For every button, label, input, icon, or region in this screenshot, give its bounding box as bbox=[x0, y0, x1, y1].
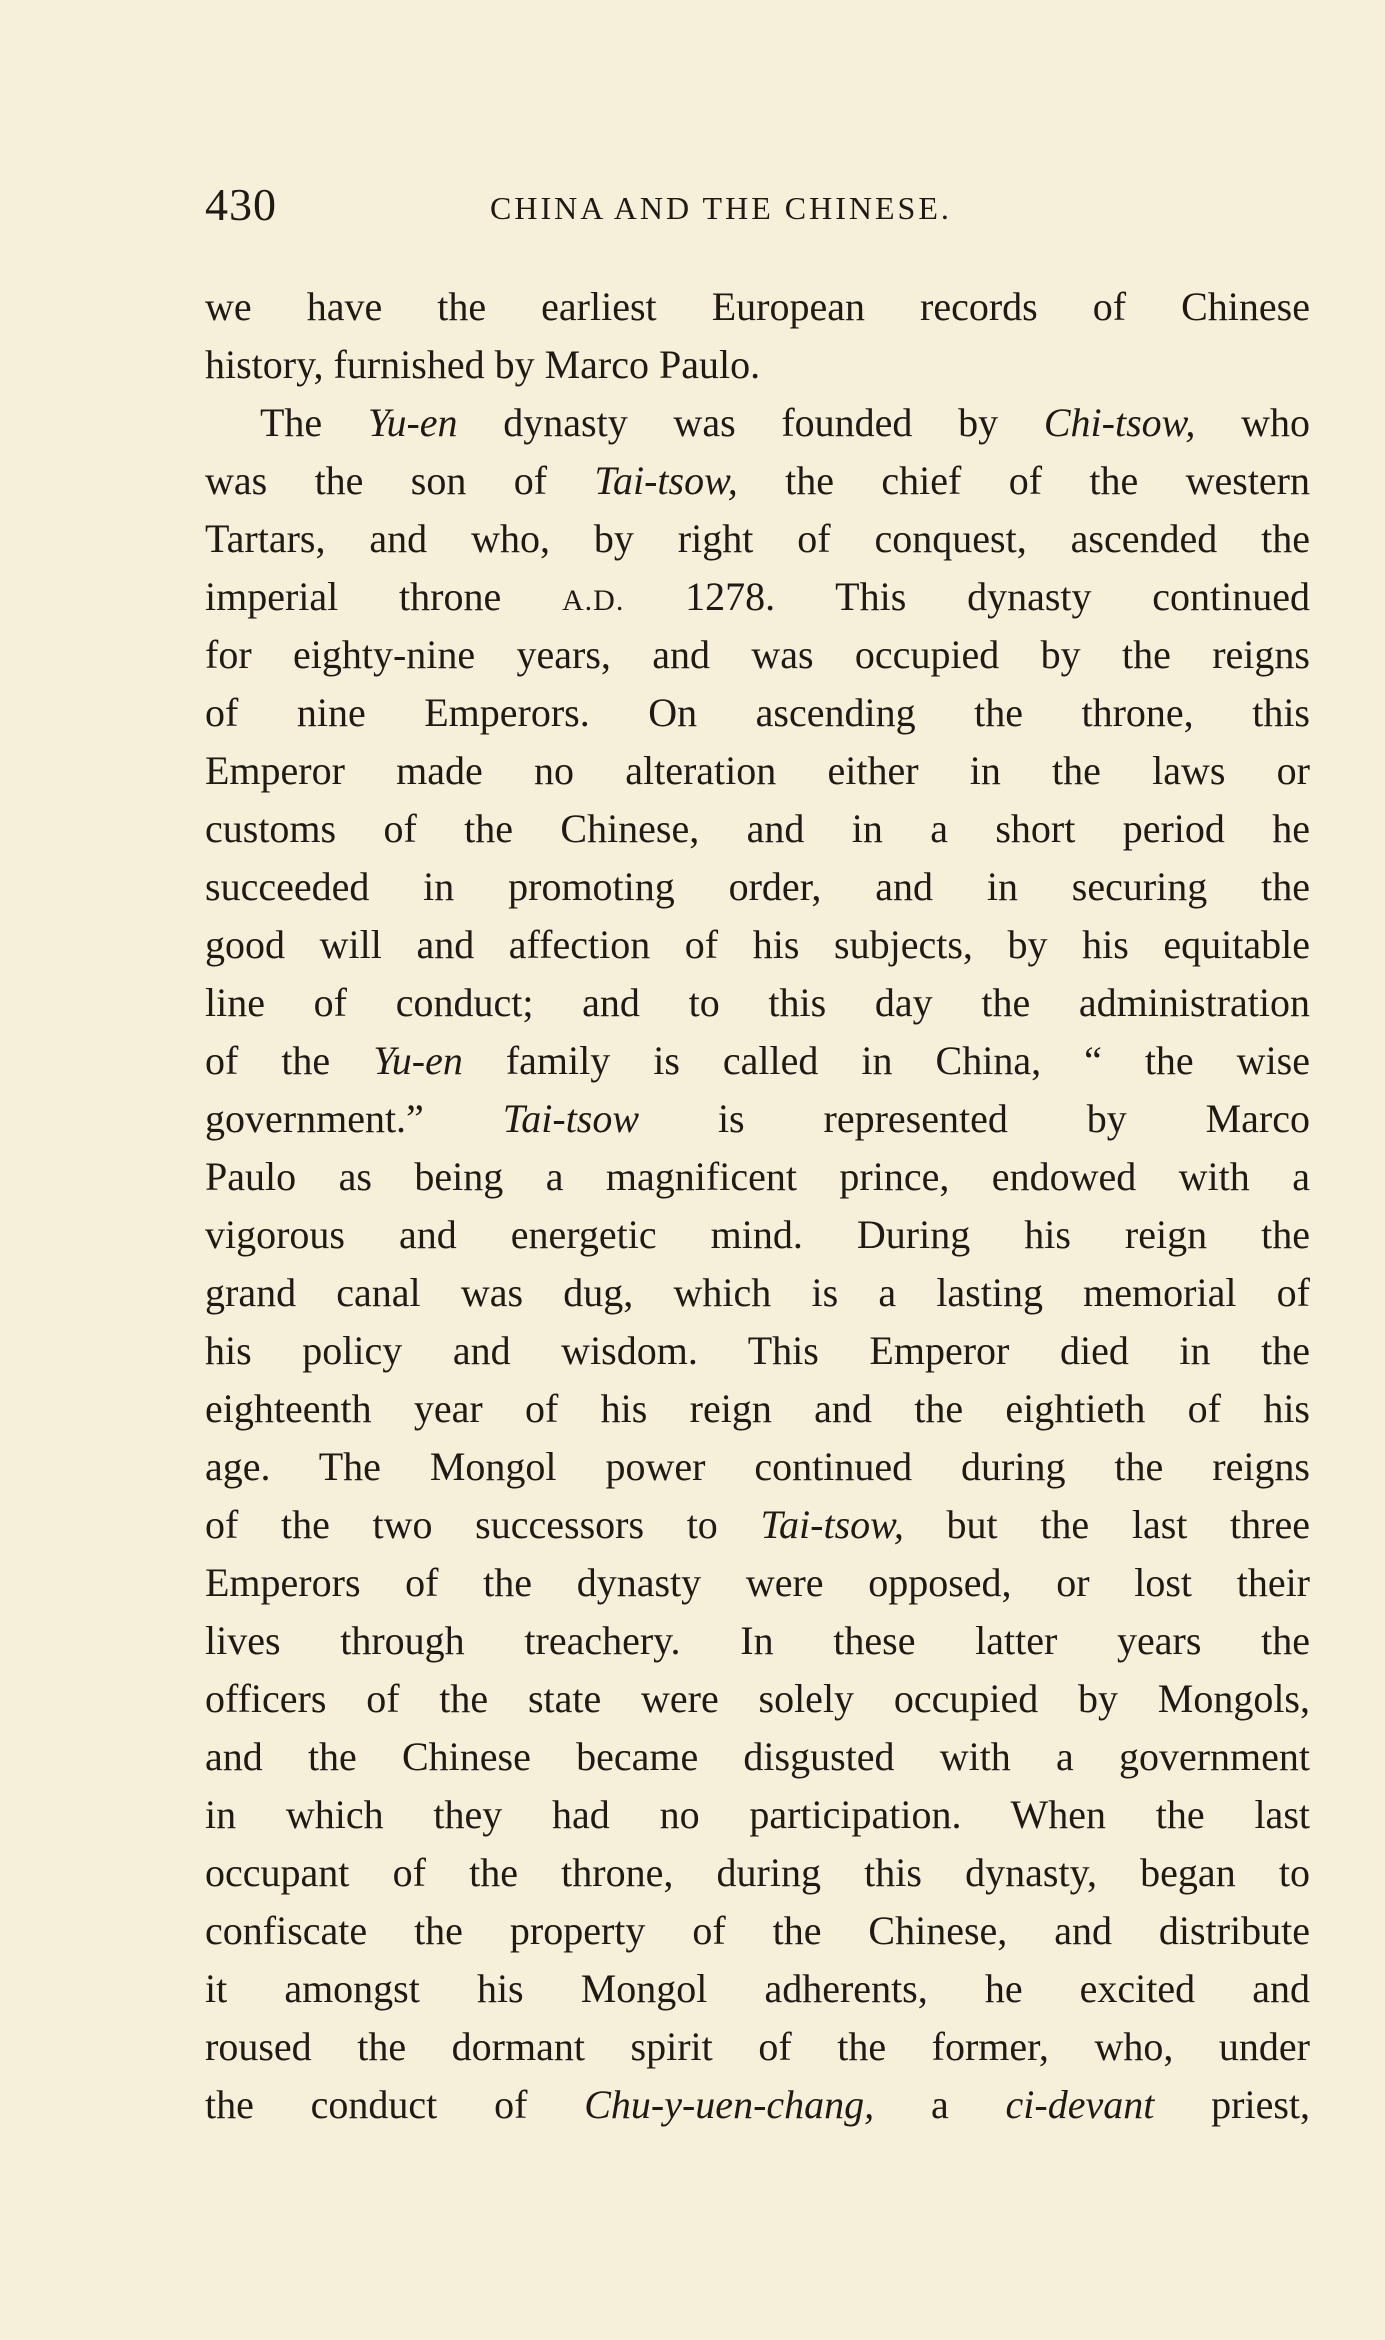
text-segment: Paulo as being a magnificent prince, endowed with a bbox=[205, 1154, 1310, 1199]
text-line bbox=[205, 1380, 1310, 1438]
text-segment: for eighty-nine years, and was occupied by the reigns bbox=[205, 632, 1310, 677]
italic-text: Yu-en bbox=[373, 1038, 463, 1083]
text-line bbox=[205, 742, 1310, 800]
text-segment: officers of the state were solely occupied by Mongols, bbox=[205, 1676, 1310, 1721]
text-segment: the chief of the western bbox=[737, 458, 1310, 503]
text-line bbox=[205, 2076, 1310, 2134]
text-segment: we have the earliest European records of Chinese bbox=[205, 284, 1310, 329]
text-segment: priest, bbox=[1154, 2082, 1310, 2127]
text-line bbox=[205, 1264, 1310, 1322]
text-segment: and the Chinese became disgusted with a government bbox=[205, 1734, 1310, 1779]
text-segment: the conduct of bbox=[205, 2082, 585, 2127]
small-caps-text: A.D. bbox=[562, 584, 625, 617]
text-segment: in which they had no participation. When the last bbox=[205, 1792, 1310, 1837]
italic-text: Yu-en bbox=[367, 400, 458, 445]
text-line bbox=[205, 336, 1310, 394]
italic-text: Chu-y-uen-chang, bbox=[584, 2082, 875, 2127]
text-segment: it amongst his Mongol adherents, he excited and bbox=[205, 1966, 1310, 2011]
italic-text: Tai-tsow, bbox=[760, 1502, 904, 1547]
text-line bbox=[205, 1960, 1310, 2018]
text-line bbox=[205, 974, 1310, 1032]
text-segment: Tartars, and who, by right of conquest, ascended the bbox=[205, 516, 1310, 561]
text-line bbox=[205, 2018, 1310, 2076]
text-segment: customs of the Chinese, and in a short period he bbox=[205, 806, 1310, 851]
text-line bbox=[205, 1438, 1310, 1496]
text-segment: 1278. This dynasty continued bbox=[624, 574, 1310, 619]
text-segment: roused the dormant spirit of the former, who, under bbox=[205, 2024, 1310, 2069]
text-line bbox=[205, 1728, 1310, 1786]
text-segment: who bbox=[1195, 400, 1310, 445]
text-line bbox=[205, 278, 1310, 336]
text-line bbox=[205, 1322, 1310, 1380]
text-line bbox=[205, 1032, 1310, 1090]
page-number: 430 bbox=[205, 179, 277, 230]
text-line bbox=[205, 1554, 1310, 1612]
text-segment: a bbox=[874, 2082, 1006, 2127]
text-line bbox=[205, 510, 1310, 568]
text-segment: imperial throne bbox=[205, 574, 563, 619]
text-segment: family is called in China, “ the wise bbox=[462, 1038, 1310, 1083]
text-line bbox=[205, 568, 1310, 626]
text-segment: his policy and wisdom. This Emperor died in the bbox=[205, 1328, 1310, 1373]
text-line bbox=[205, 1786, 1310, 1844]
text-line bbox=[205, 684, 1310, 742]
text-line bbox=[205, 394, 1310, 452]
text-line bbox=[205, 1902, 1310, 1960]
italic-text: ci-devant bbox=[1005, 2082, 1155, 2127]
text-segment: grand canal was dug, which is a lasting memorial of bbox=[205, 1270, 1310, 1315]
text-segment: confiscate the property of the Chinese, and distribute bbox=[205, 1908, 1310, 1953]
text-segment: occupant of the throne, during this dynasty, began to bbox=[205, 1850, 1310, 1895]
text-segment: is represented by Marco bbox=[639, 1096, 1310, 1141]
text-segment: good will and affection of his subjects, by his equitable bbox=[205, 922, 1310, 967]
body-text bbox=[205, 278, 1310, 2134]
text-line bbox=[205, 800, 1310, 858]
text-line bbox=[205, 1670, 1310, 1728]
text-segment: dynasty was founded by bbox=[457, 400, 1044, 445]
text-line bbox=[205, 1844, 1310, 1902]
text-segment: Emperors of the dynasty were opposed, or lost their bbox=[205, 1560, 1310, 1605]
text-line bbox=[205, 1496, 1310, 1554]
text-line bbox=[205, 1148, 1310, 1206]
text-segment: eighteenth year of his reign and the eightieth of his bbox=[205, 1386, 1310, 1431]
italic-text: Tai-tsow, bbox=[594, 458, 738, 503]
text-segment: history, furnished by Marco Paulo. bbox=[205, 342, 761, 387]
italic-text: Tai-tsow bbox=[502, 1096, 640, 1141]
text-segment: The bbox=[260, 400, 368, 445]
text-segment: government.” bbox=[205, 1096, 503, 1141]
text-segment: lives through treachery. In these latter years the bbox=[205, 1618, 1310, 1663]
text-segment: but the last three bbox=[903, 1502, 1310, 1547]
text-segment: Emperor made no alteration either in the laws or bbox=[205, 748, 1310, 793]
text-line bbox=[205, 858, 1310, 916]
italic-text: Chi-tsow, bbox=[1043, 400, 1196, 445]
text-segment: vigorous and energetic mind. During his reign the bbox=[205, 1212, 1310, 1257]
text-line bbox=[205, 626, 1310, 684]
page-header bbox=[205, 178, 1310, 238]
text-line bbox=[205, 452, 1310, 510]
text-line bbox=[205, 1612, 1310, 1670]
running-head: CHINA AND THE CHINESE. bbox=[490, 190, 952, 226]
text-line bbox=[205, 916, 1310, 974]
text-segment: age. The Mongol power continued during the reigns bbox=[205, 1444, 1310, 1489]
text-segment: was the son of bbox=[205, 458, 595, 503]
text-segment: line of conduct; and to this day the administration bbox=[205, 980, 1310, 1025]
text-segment: of the bbox=[205, 1038, 374, 1083]
text-segment: of nine Emperors. On ascending the throne, this bbox=[205, 690, 1310, 735]
text-line bbox=[205, 1090, 1310, 1148]
text-line bbox=[205, 1206, 1310, 1264]
text-segment: succeeded in promoting order, and in securing the bbox=[205, 864, 1310, 909]
text-segment: of the two successors to bbox=[205, 1502, 761, 1547]
